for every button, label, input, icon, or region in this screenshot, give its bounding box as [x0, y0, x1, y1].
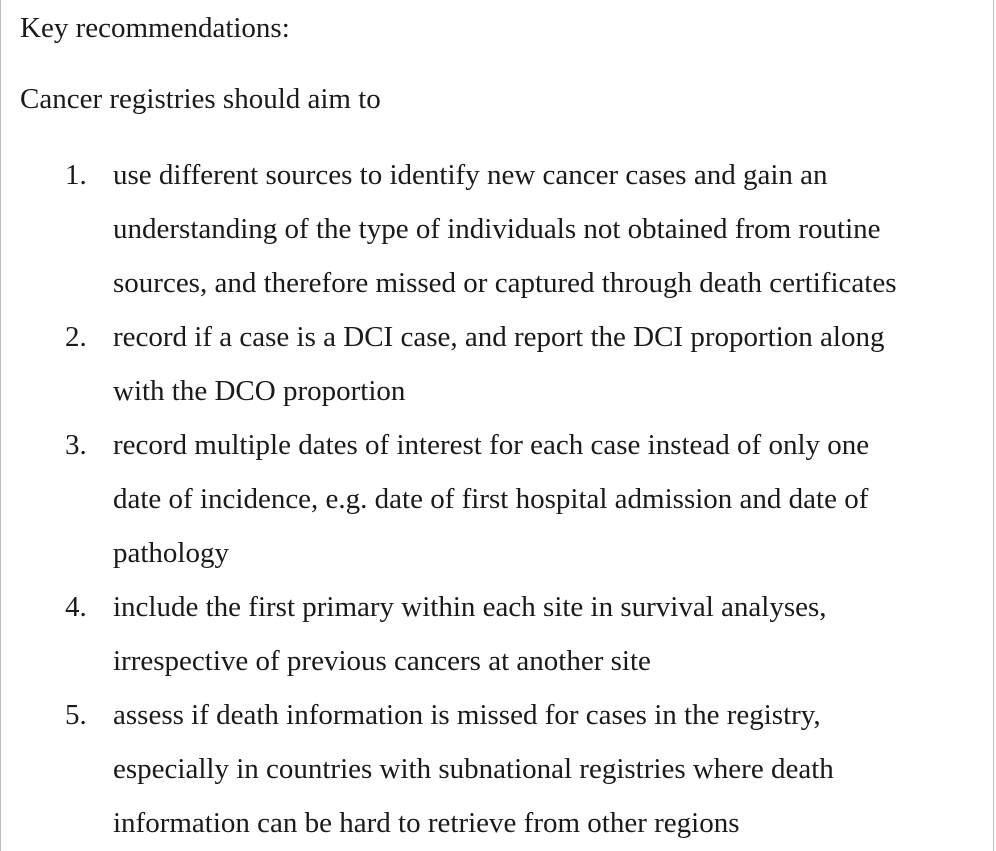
list-item [1, 310, 995, 418]
item-number: 4. [65, 591, 87, 623]
item-line: date of incidence, e.g. date of first hospital admission and date of [113, 483, 869, 515]
list-item [1, 688, 995, 850]
intro-text: Cancer registries should aim to [20, 83, 381, 115]
recommendations-list [1, 148, 995, 850]
section-heading: Key recommendations: [20, 12, 290, 44]
item-line: record if a case is a DCI case, and report the DCI proportion along [113, 321, 885, 353]
item-line: include the first primary within each site in survival analyses, [113, 591, 827, 623]
item-number: 3. [65, 429, 87, 461]
item-line: sources, and therefore missed or captured through death certificates [113, 267, 897, 299]
item-line: especially in countries with subnational registries where death [113, 753, 834, 785]
item-line: information can be hard to retrieve from other regions [113, 807, 740, 839]
item-number: 2. [65, 321, 87, 353]
item-line: record multiple dates of interest for each case instead of only one [113, 429, 870, 461]
list-item [1, 418, 995, 580]
item-number: 1. [65, 159, 87, 191]
item-line: irrespective of previous cancers at another site [113, 645, 651, 677]
item-number: 5. [65, 699, 87, 731]
item-line: use different sources to identify new cancer cases and gain an [113, 159, 828, 191]
item-line: assess if death information is missed for cases in the registry, [113, 699, 821, 731]
list-item [1, 580, 995, 688]
item-line: with the DCO proportion [113, 375, 406, 407]
item-line: understanding of the type of individuals not obtained from routine [113, 213, 881, 245]
item-line: pathology [113, 537, 229, 569]
list-item [1, 148, 995, 310]
